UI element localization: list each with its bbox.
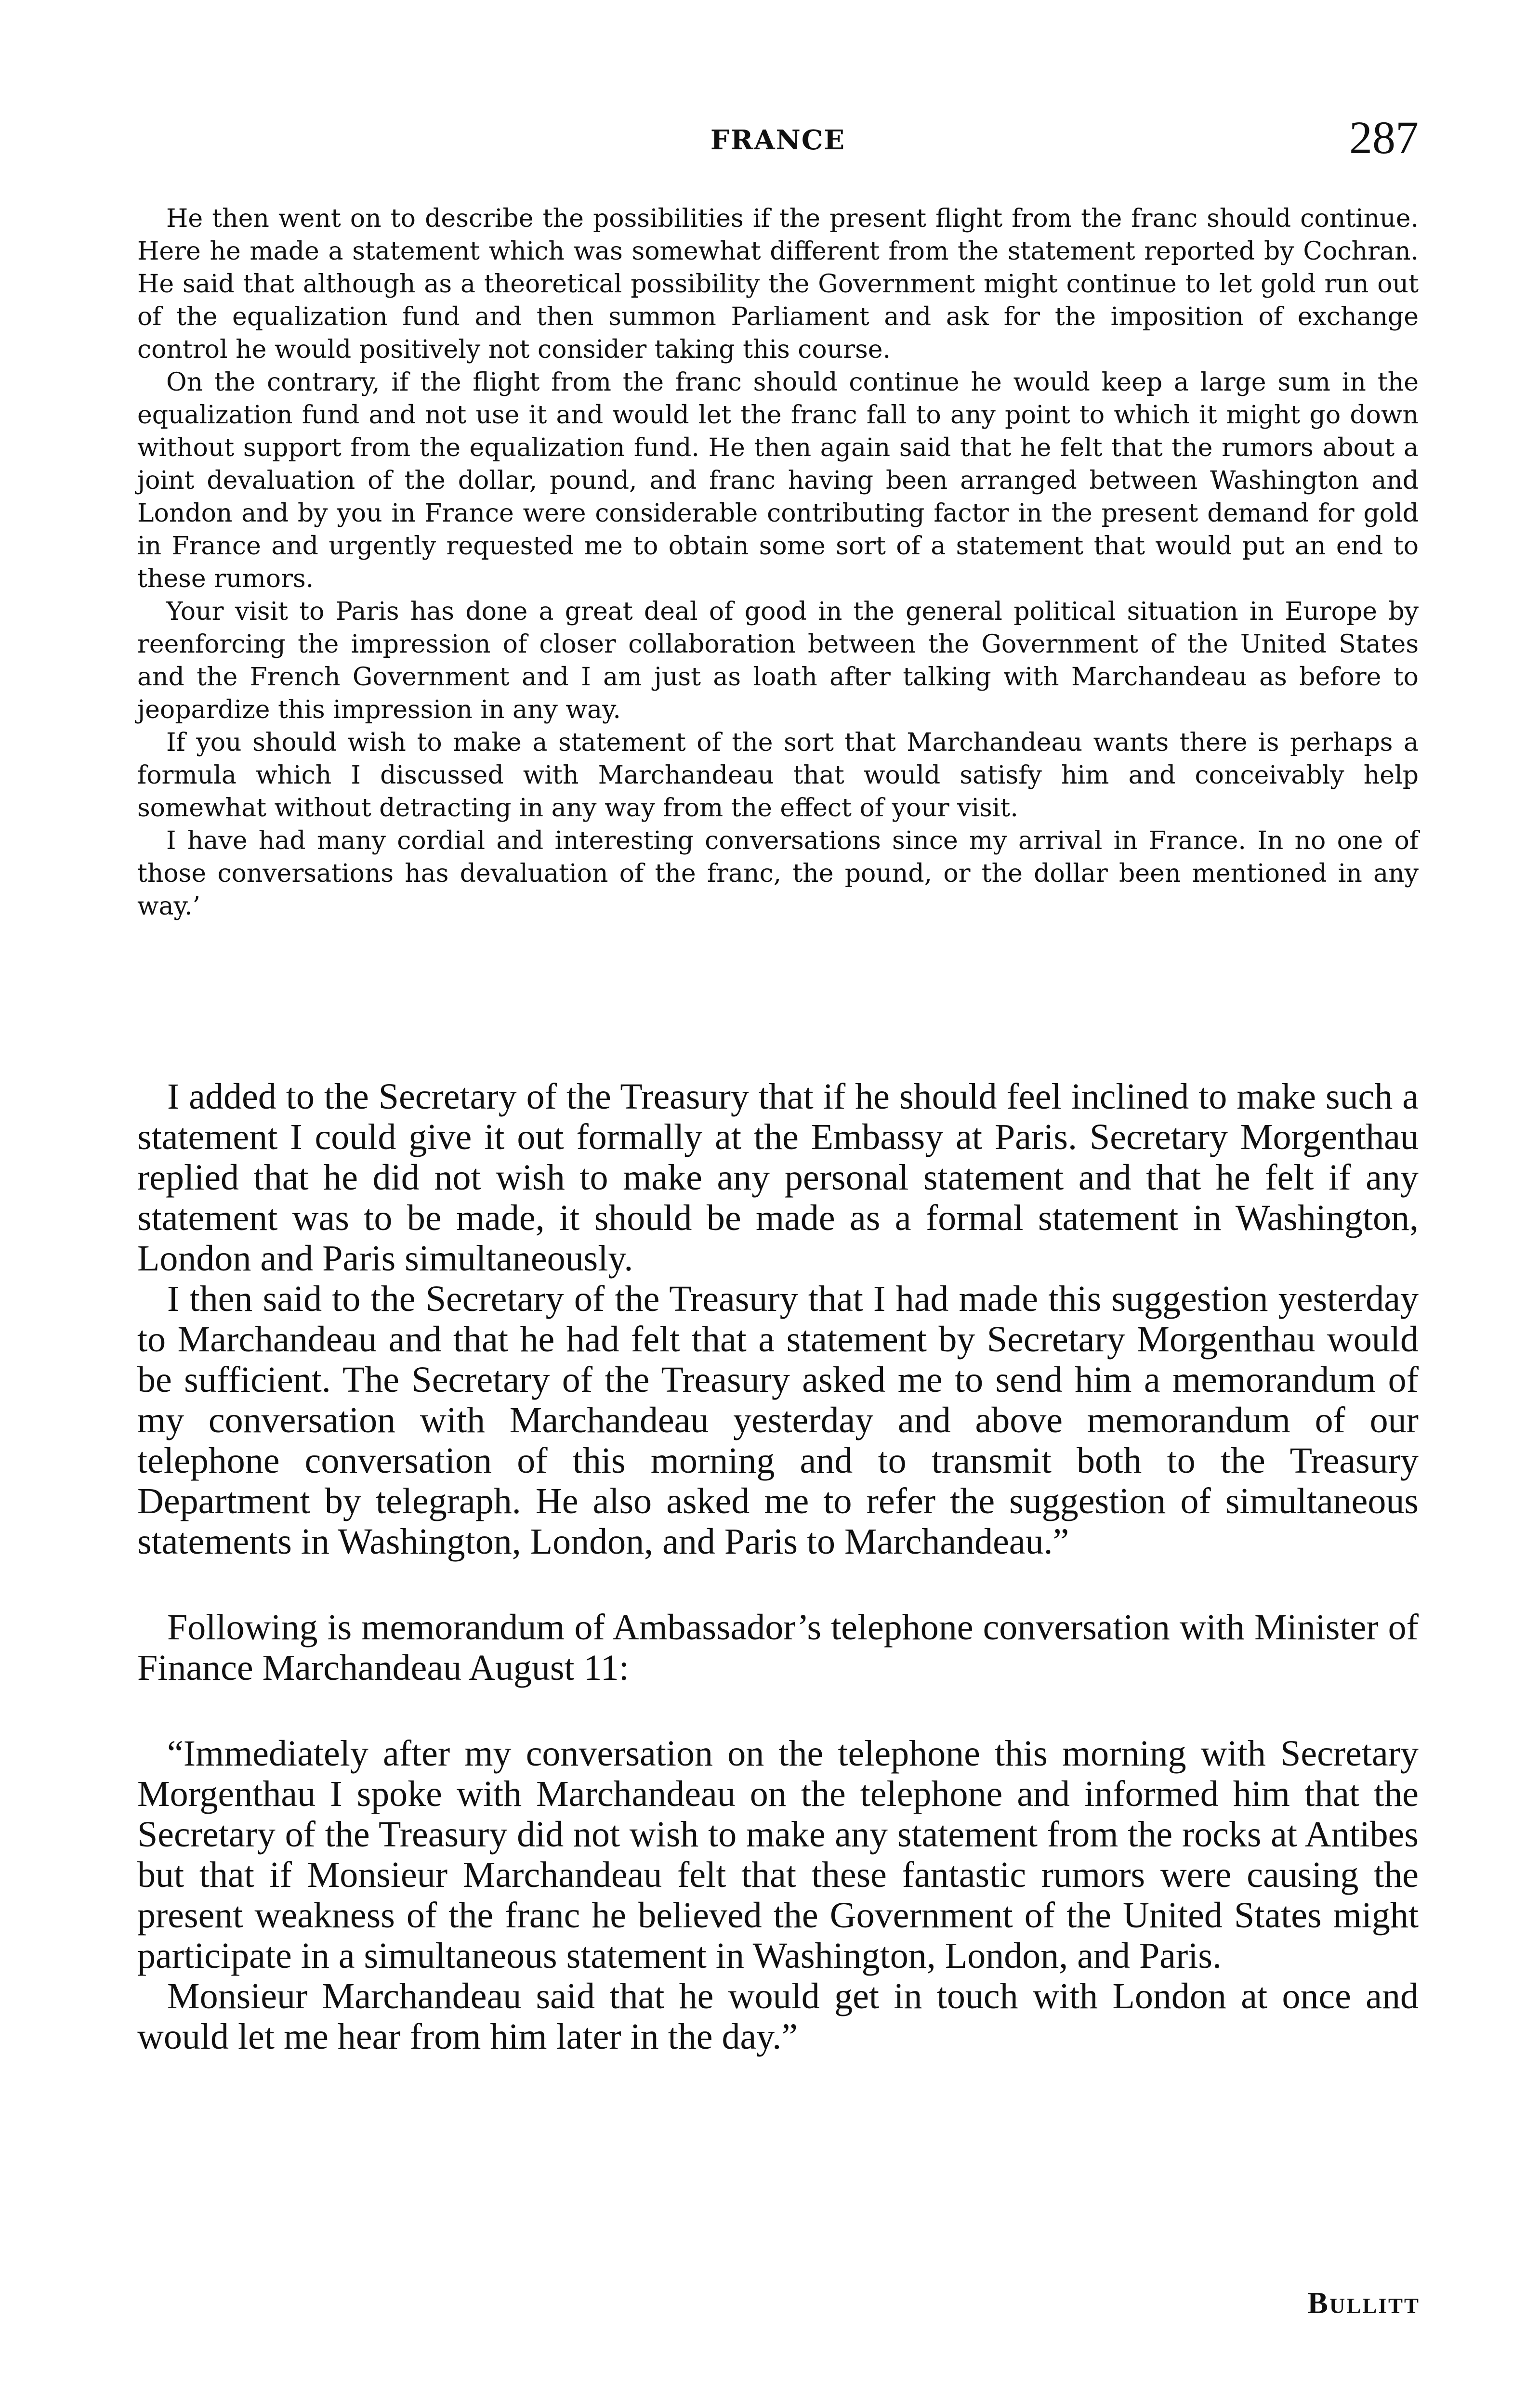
body-paragraph: I added to the Secretary of the Treasury that if he should feel inclined to make such a statement I could give it out formally at the Embassy at Paris. Secretary Morgenthau replied that he did not wish to make any personal statement and that he felt if any statement was to be made, it should be made as a formal statement in Washington, London and Paris simultaneously. — [137, 1076, 1419, 1279]
running-head: FRANCE — [710, 124, 846, 156]
body-paragraph: Following is memorandum of Ambassador’s telephone conversation with Minister of Finance Marchandeau August 11: — [137, 1607, 1419, 1688]
quote-paragraph: I have had many cordial and interesting conversations since my arrival in France. In no one of those conversations has devaluation of the franc, the pound, or the dollar been mentioned in any way.’ — [137, 826, 1419, 921]
body-paragraph: “Immediately after my conversation on the telephone this morning with Secretary Morgenthau I spoke with Marchandeau on the telephone and informed him that the Secretary of the Treasury did not wish to make any statement from the rocks at Antibes but that if Monsieur Marchandeau felt that these fantastic rumors were causing the present weakness of the franc he believed the Government of the United States might participate in a simultaneous statement in Washington, London, and Paris. — [137, 1733, 1419, 1976]
quote-paragraph: On the contrary, if the flight from the franc should continue he would keep a large sum in the equalization fund and not use it and would let the franc fall to any point to which it might go down without support from the equalization fund. He then again said that he felt that the rumors about a joint devaluation of the dollar, pound, and franc having been arranged between Washington and London and by you in France were considerable contributing factor in the present demand for gold in France and urgently requested me to obtain some sort of a statement that would put an end to these rumors. — [137, 368, 1419, 593]
quote-paragraph: If you should wish to make a statement of the sort that Marchandeau wants there is perhaps a formula which I discussed with Marchandeau that would satisfy him and conceivably help somewhat without detracting in any way from the effect of your visit. — [137, 728, 1419, 823]
body-text — [137, 1076, 1419, 2057]
body-paragraph: Monsieur Marchandeau said that he would get in touch with London at once and would let me hear from him later in the day.” — [137, 1976, 1419, 2057]
signature: Bullitt — [1307, 2286, 1420, 2320]
quoted-telegram — [137, 202, 1419, 923]
body-paragraph: I then said to the Secretary of the Treasury that I had made this suggestion yesterday to Marchandeau and that he had felt that a statement by Secretary Morgenthau would be sufficient. The Secretary of the Treasury asked me to send him a memorandum of my conversation with Marchandeau yesterday and above memorandum of our telephone conversation of this morning and to transmit both to the Treasury Department by telegraph. He also asked me to refer the suggestion of simultaneous statements in Washington, London, and Paris to Marchandeau.” — [137, 1279, 1419, 1562]
page-number: 287 — [1349, 112, 1419, 163]
quote-paragraph: Your visit to Paris has done a great deal of good in the general political situation in Europe by reenforcing the impression of closer collaboration between the Government of the United States and the French Government and I am just as loath after talking with Marchandeau as before to jeopardize this impression in any way. — [137, 597, 1419, 724]
page-header — [137, 111, 1419, 169]
quote-paragraph: He then went on to describe the possibilities if the present flight from the franc should continue. Here he made a statement which was somewhat different from the statement reported by Cochran. He said that although as a theoretical possibility the Government might continue to let gold run out of the equalization fund and then summon Parliament and ask for the imposition of exchange control he would positively not consider taking this course. — [137, 204, 1419, 364]
